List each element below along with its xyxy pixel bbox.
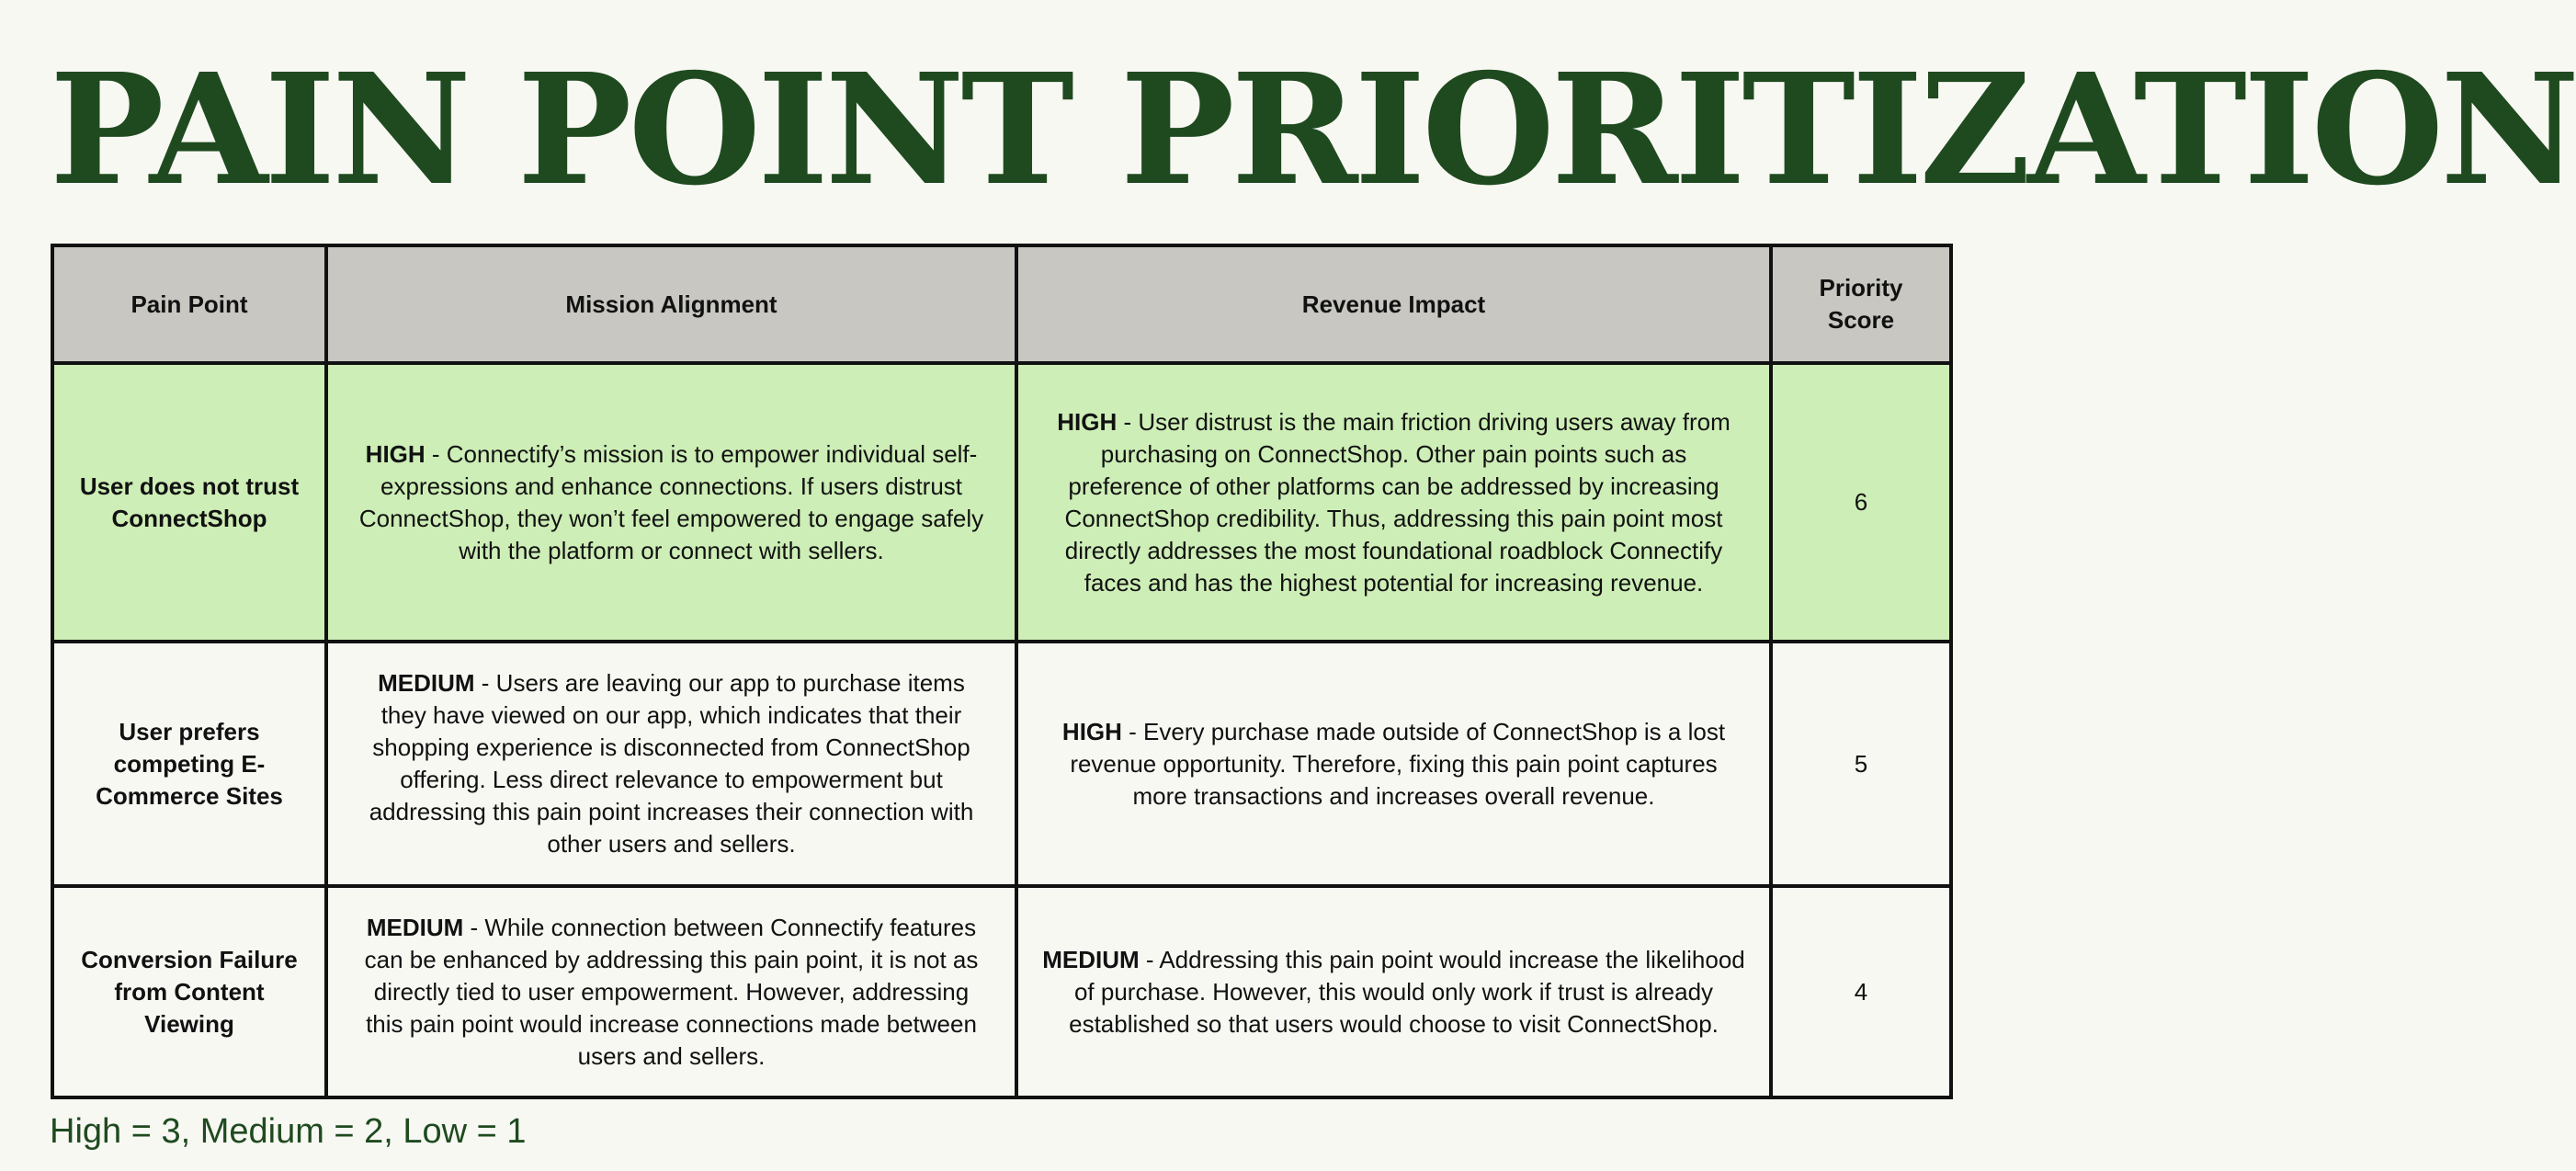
table-row xyxy=(52,363,1951,642)
revenue-level: HIGH xyxy=(1057,407,1118,436)
mission-text: - Users are leaving our app to purchase items they have viewed on our app, which indicates that their shopping experience is disconnected from ConnectShop offering. Less direct relevance to empowerment but addressing this pain point increases their connection with other users and sellers. xyxy=(369,669,974,858)
table-header-row xyxy=(52,245,1951,363)
header-mission-alignment: Mission Alignment xyxy=(326,245,1016,363)
mission-alignment-cell xyxy=(326,886,1016,1097)
mission-alignment-cell xyxy=(326,363,1016,642)
priority-score-cell: 5 xyxy=(1771,642,1951,886)
page-title: PAIN POINT PRIORITIZATION xyxy=(50,40,2576,220)
mission-alignment-cell xyxy=(326,642,1016,886)
header-revenue-impact: Revenue Impact xyxy=(1016,245,1771,363)
revenue-text: - Every purchase made outside of ConnectShop is a lost revenue opportunity. Therefore, fixing this pain point captures more transactions and increases overall revenue. xyxy=(1070,717,1726,810)
prioritization-table xyxy=(51,244,1953,1099)
priority-score-cell: 6 xyxy=(1771,363,1951,642)
pain-point-label: User does not trust ConnectShop xyxy=(79,472,300,532)
pain-point-cell xyxy=(52,886,326,1097)
header-priority-score: Priority Score xyxy=(1771,245,1951,363)
revenue-level: HIGH xyxy=(1061,717,1122,745)
mission-level: MEDIUM xyxy=(378,669,475,697)
revenue-impact-cell xyxy=(1016,642,1771,886)
revenue-text: - User distrust is the main friction driving users away from purchasing on ConnectShop. Other pain points such as preference of other platforms can be addressed by increasing ConnectShop credibility. Thus, addressing this pain point most directly addresses the most foundational roadblock Connectify faces and has the highest potential for increasing revenue. xyxy=(1064,407,1731,597)
revenue-impact-cell xyxy=(1016,363,1771,642)
mission-text: - While connection between Connectify features can be enhanced by addressing this pain point, it is not as directly tied to user empowerment. However, addressing this pain point would increase connections made between users and sellers. xyxy=(364,913,979,1070)
score-legend: High = 3, Medium = 2, Low = 1 xyxy=(50,1112,527,1151)
pain-point-label: User prefers competing E-Commerce Sites xyxy=(96,717,283,810)
priority-score-cell: 4 xyxy=(1771,886,1951,1097)
mission-text: - Connectify’s mission is to empower individual self-expressions and enhance connections. If users distrust ConnectShop, they won’t feel empowered to engage safely with the platform or connect with sellers. xyxy=(358,439,984,564)
pain-point-cell xyxy=(52,642,326,886)
revenue-text: - Addressing this pain point would increase the likelihood of purchase. However, this would only work if trust is already established so that users would choose to visit ConnectShop. xyxy=(1069,945,1745,1038)
mission-level: HIGH xyxy=(365,439,426,468)
table-row xyxy=(52,886,1951,1097)
table-row xyxy=(52,642,1951,886)
pain-point-cell xyxy=(52,363,326,642)
mission-level: MEDIUM xyxy=(366,913,464,941)
revenue-level: MEDIUM xyxy=(1042,945,1140,973)
revenue-impact-cell xyxy=(1016,886,1771,1097)
pain-point-label: Conversion Failure from Content Viewing xyxy=(81,945,298,1038)
header-pain-point: Pain Point xyxy=(52,245,326,363)
